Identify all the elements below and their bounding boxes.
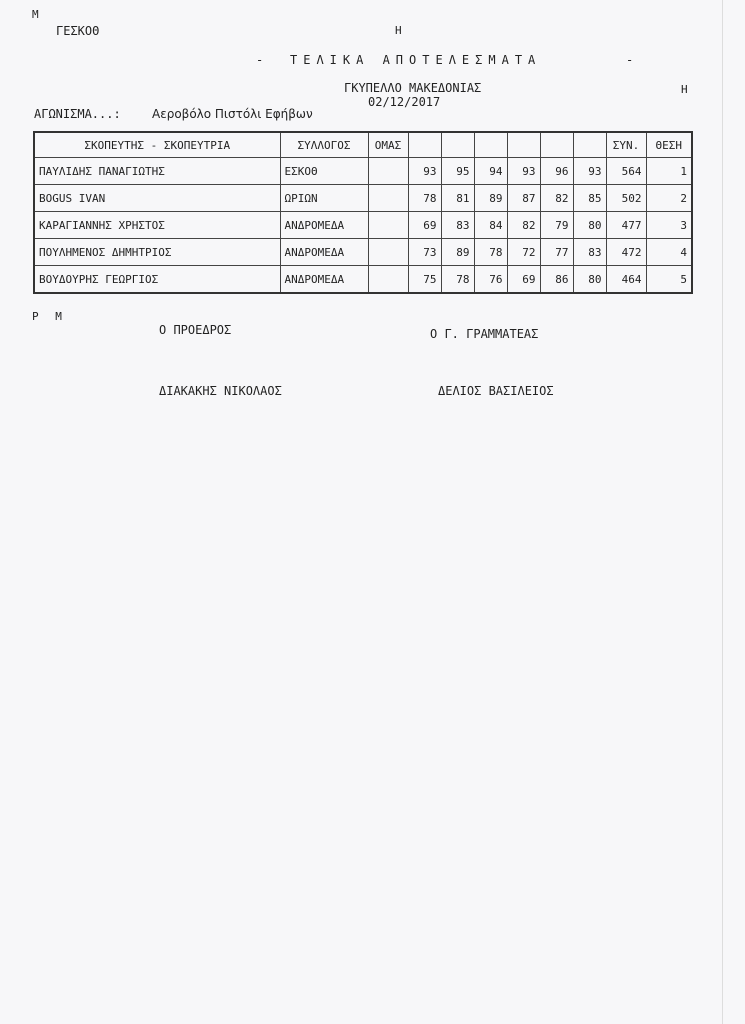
- organization-name: ΓΕΣΚΟΘ: [56, 24, 100, 38]
- team-cell: [368, 185, 408, 212]
- total-score: 464: [606, 266, 646, 294]
- series-1-score: 73: [408, 239, 441, 266]
- team-cell: [368, 212, 408, 239]
- series-1-score: 75: [408, 266, 441, 294]
- series-5-score: 79: [540, 212, 573, 239]
- table-row: [34, 266, 692, 294]
- results-table: [33, 131, 693, 294]
- club-name: ΑΝΔΡΟΜΕΔΑ: [280, 266, 368, 294]
- president-title: Ο ΠΡΟΕΔΡΟΣ: [159, 323, 232, 337]
- series-6-score: 83: [573, 239, 606, 266]
- team-cell: [368, 158, 408, 185]
- top-mark: Η: [395, 24, 402, 37]
- series-2-score: 78: [441, 266, 474, 294]
- president-name: ΔΙΑΚΑΚΗΣ ΝΙΚΟΛΑΟΣ: [159, 384, 282, 398]
- series-6-score: 80: [573, 266, 606, 294]
- page-edge-line: [722, 0, 723, 1024]
- series-1-score: 69: [408, 212, 441, 239]
- table-header-row: [34, 132, 692, 158]
- title-dash-left: -: [256, 53, 264, 67]
- shooter-name: ΠΟΥΛΗΜΕΝΟΣ ΔΗΜΗΤΡΙΟΣ: [34, 239, 280, 266]
- header-shooter: ΣΚΟΠΕΥΤΗΣ - ΣΚΟΠΕΥΤΡΙΑ: [34, 132, 280, 158]
- shooter-name: ΒΟΥΔΟΥΡΗΣ ΓΕΩΡΓΙΟΣ: [34, 266, 280, 294]
- header-series-5: [540, 132, 573, 158]
- title-dash-right: -: [626, 53, 634, 67]
- total-score: 477: [606, 212, 646, 239]
- team-cell: [368, 266, 408, 294]
- total-score: 472: [606, 239, 646, 266]
- page-title: ΤΕΛΙΚΑ ΑΠΟΤΕΛΕΣΜΑΤΑ: [290, 53, 542, 67]
- place: 3: [646, 212, 692, 239]
- table-row: [34, 158, 692, 185]
- header-series-1: [408, 132, 441, 158]
- header-club: ΣΥΛΛΟΓΟΣ: [280, 132, 368, 158]
- header-series-4: [507, 132, 540, 158]
- place: 2: [646, 185, 692, 212]
- header-series-6: [573, 132, 606, 158]
- secretary-name: ΔΕΛΙΟΣ ΒΑΣΙΛΕΙΟΣ: [438, 384, 554, 398]
- series-4-score: 72: [507, 239, 540, 266]
- series-5-score: 96: [540, 158, 573, 185]
- event-value: Αεροβόλο Πιστόλι Εφήβων: [152, 107, 313, 121]
- table-row: [34, 239, 692, 266]
- shooter-name: ΚΑΡΑΓΙΑΝΝΗΣ ΧΡΗΣΤΟΣ: [34, 212, 280, 239]
- series-3-score: 94: [474, 158, 507, 185]
- shooter-name: ΠΑΥΛΙΔΗΣ ΠΑΝΑΓΙΩΤΗΣ: [34, 158, 280, 185]
- series-3-score: 89: [474, 185, 507, 212]
- series-2-score: 81: [441, 185, 474, 212]
- event-label: ΑΓΩΝΙΣΜΑ...:: [34, 107, 121, 121]
- series-1-score: 93: [408, 158, 441, 185]
- header-place: ΘΕΣΗ: [646, 132, 692, 158]
- series-5-score: 77: [540, 239, 573, 266]
- table-row: [34, 212, 692, 239]
- total-score: 564: [606, 158, 646, 185]
- series-2-score: 95: [441, 158, 474, 185]
- competition-date: 02/12/2017: [368, 95, 441, 109]
- secretary-title: Ο Γ. ΓΡΑΜΜΑΤΕΑΣ: [430, 327, 539, 341]
- series-6-score: 85: [573, 185, 606, 212]
- series-4-score: 82: [507, 212, 540, 239]
- team-cell: [368, 239, 408, 266]
- series-2-score: 89: [441, 239, 474, 266]
- total-score: 502: [606, 185, 646, 212]
- header-total: ΣΥΝ.: [606, 132, 646, 158]
- series-1-score: 78: [408, 185, 441, 212]
- series-2-score: 83: [441, 212, 474, 239]
- series-4-score: 69: [507, 266, 540, 294]
- series-3-score: 84: [474, 212, 507, 239]
- competition-name: ΓΚΥΠΕΛΛΟ ΜΑΚΕΔΟΝΙΑΣ: [344, 81, 482, 95]
- place: 1: [646, 158, 692, 185]
- shooter-name: BOGUS IVAN: [34, 185, 280, 212]
- header-series-2: [441, 132, 474, 158]
- club-name: ΩΡΙΩΝ: [280, 185, 368, 212]
- series-4-score: 93: [507, 158, 540, 185]
- series-3-score: 76: [474, 266, 507, 294]
- series-5-score: 86: [540, 266, 573, 294]
- series-6-score: 93: [573, 158, 606, 185]
- place: 4: [646, 239, 692, 266]
- right-mark: Η: [681, 83, 688, 96]
- series-5-score: 82: [540, 185, 573, 212]
- corner-mark: M: [32, 8, 39, 21]
- header-team: ΟΜΑΣ: [368, 132, 408, 158]
- club-name: ΑΝΔΡΟΜΕΔΑ: [280, 212, 368, 239]
- series-3-score: 78: [474, 239, 507, 266]
- club-name: ΑΝΔΡΟΜΕΔΑ: [280, 239, 368, 266]
- place: 5: [646, 266, 692, 294]
- series-4-score: 87: [507, 185, 540, 212]
- pm-mark: Ρ Μ: [32, 310, 62, 323]
- table-row: [34, 185, 692, 212]
- series-6-score: 80: [573, 212, 606, 239]
- header-series-3: [474, 132, 507, 158]
- club-name: ΕΣΚΟΘ: [280, 158, 368, 185]
